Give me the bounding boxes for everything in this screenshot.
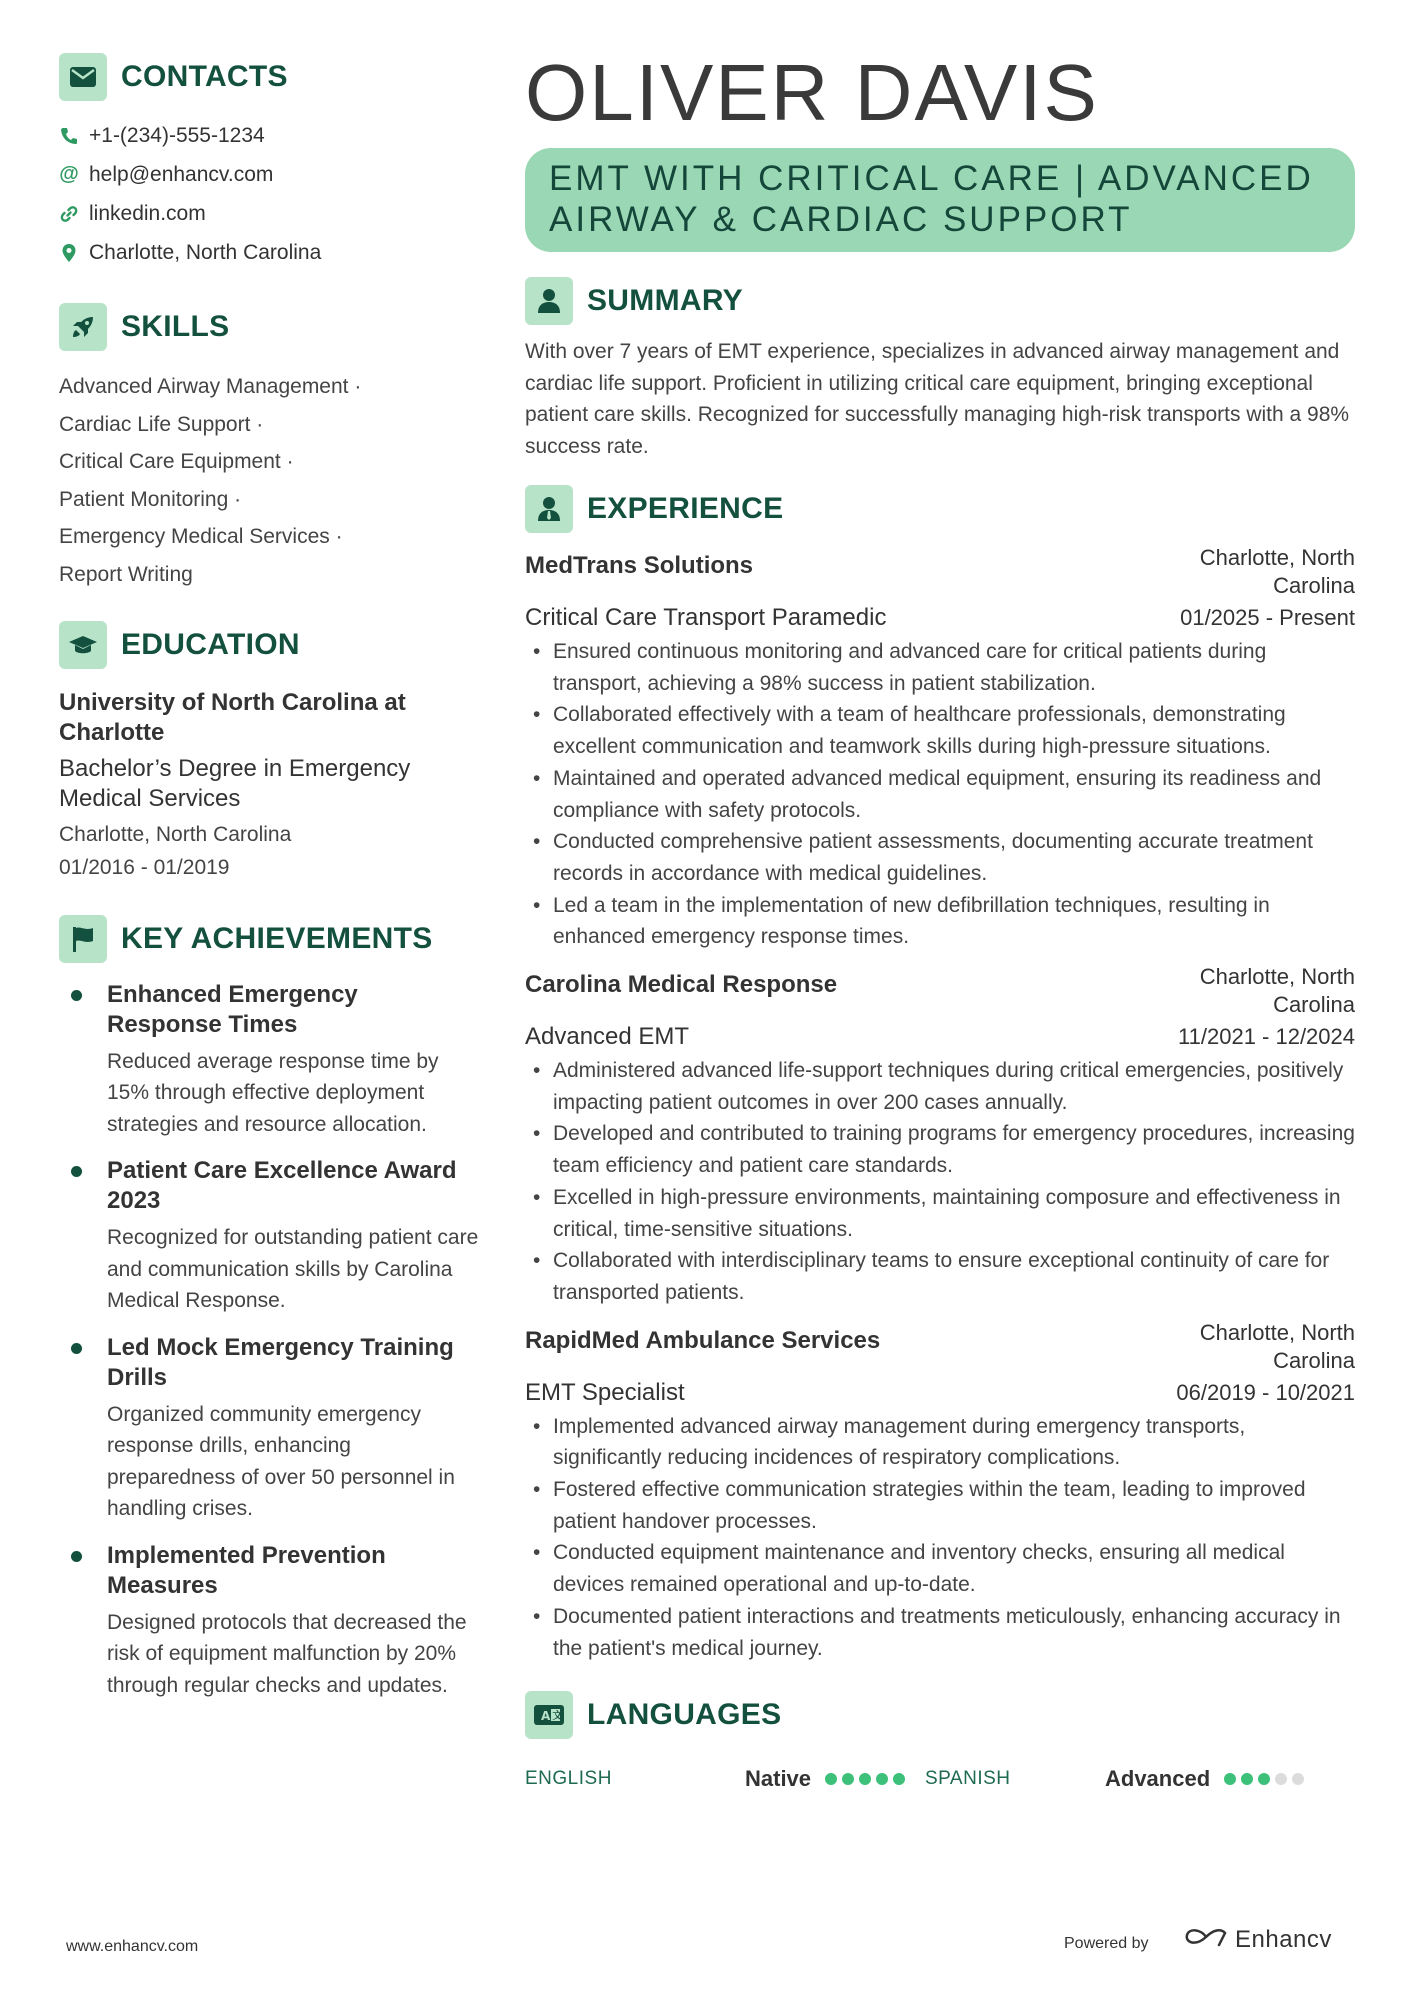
achievement-desc: Designed protocols that decreased the risk of equipment malfunction by 20% through regular checks and updates. (107, 1610, 467, 1697)
job-bullet: • Conducted equipment maintenance and inventory checks, ensuring all medical devices remained operational and up-to-date. (525, 1537, 1355, 1600)
rating-dot-filled (842, 1773, 854, 1785)
envelope-icon (59, 53, 107, 101)
experience-header (525, 484, 1355, 534)
contacts-list (59, 116, 479, 272)
language-item (525, 1766, 925, 1792)
achievement-desc: Reduced average response time by 15% through effective deployment strategies and resource allocation. (107, 1049, 439, 1136)
job-location: Charlotte, North Carolina (1199, 545, 1355, 598)
graduation-cap-icon (59, 621, 107, 669)
job-bullet: • Developed and contributed to training programs for emergency procedures, increasing team efficiency and patient care standards. (525, 1118, 1355, 1181)
rating-dot-empty (1292, 1773, 1304, 1785)
rating-dot-empty (1275, 1773, 1287, 1785)
education-school: University of North Carolina at Charlotte (59, 688, 406, 746)
rocket-icon (59, 303, 107, 351)
achievement-item (59, 1541, 479, 1702)
contact-location-text: Charlotte, North Carolina (89, 240, 322, 264)
contacts-header (59, 52, 479, 102)
achievement-title: Led Mock Emergency Training Drills (107, 1333, 454, 1391)
skills-list (59, 368, 479, 594)
left-column (59, 52, 479, 1701)
rating-dot-filled (1224, 1773, 1236, 1785)
skills-title: SKILLS (121, 310, 230, 343)
bullet-dot-icon (71, 1551, 82, 1562)
contact-location (59, 233, 479, 272)
footer-brand: Enhancv (1235, 1925, 1332, 1953)
achievement-item (59, 980, 479, 1141)
job-role: EMT Specialist (525, 1378, 685, 1406)
job-location: Charlotte, North Carolina (1199, 964, 1355, 1018)
education-entry (59, 688, 479, 884)
job-dates: 06/2019 - 10/2021 (1176, 1379, 1355, 1405)
job-bullet: • Conducted comprehensive patient assessments, documenting accurate treatment records in accordance with medical guidelines. (525, 826, 1355, 889)
education-location: Charlotte, North Carolina (59, 822, 292, 846)
language-name: SPANISH (925, 1768, 1011, 1790)
skill-item: Emergency Medical Services · (59, 525, 343, 549)
job-bullet: • Ensured continuous monitoring and advanced care for critical patients during transport, achieving a 98% success in patient stabilization. (525, 636, 1355, 699)
achievement-item (59, 1156, 479, 1317)
right-column (525, 48, 1355, 1794)
language-level: Advanced (1105, 1766, 1211, 1792)
summary-text: With over 7 years of EMT experience, specializes in advanced airway management and cardiac life support. Proficient in utilizing critical care equipment, bringing exceptional patient care skills. Recognized for successfully managing high-risk transports with a 98% success rate. (525, 340, 1350, 458)
skill-item: Cardiac Life Support · (59, 412, 264, 436)
rating-dot-filled (1258, 1773, 1270, 1785)
skill-item: Report Writing (59, 562, 193, 586)
job-entry (525, 544, 1355, 953)
contact-email[interactable] (59, 155, 479, 194)
location-icon (59, 243, 79, 263)
job-entry (525, 1319, 1355, 1665)
education-degree: Bachelor’s Degree in Emergency Medical Services (59, 754, 411, 812)
achievements-title: KEY ACHIEVEMENTS (121, 921, 433, 955)
contact-email-text: help@enhancv.com (89, 162, 274, 186)
achievement-title: Enhanced Emergency Response Times (107, 980, 358, 1038)
job-dates: 11/2021 - 12/2024 (1178, 1024, 1355, 1050)
bullet-dot-icon (71, 1343, 82, 1354)
skills-header (59, 302, 479, 352)
education-title: EDUCATION (121, 627, 300, 661)
summary-header (525, 276, 1355, 326)
job-entry (525, 963, 1355, 1309)
job-bullet: • Fostered effective communication strategies within the team, leading to improved patient handover processes. (525, 1474, 1355, 1537)
job-role: Advanced EMT (525, 1023, 690, 1051)
contact-phone[interactable] (59, 116, 479, 155)
skill-item: Critical Care Equipment · (59, 450, 294, 474)
language-name: ENGLISH (525, 1768, 612, 1790)
language-level: Native (745, 1766, 812, 1792)
job-role: Critical Care Transport Paramedic (525, 604, 887, 631)
job-bullet: • Led a team in the implementation of new defibrillation techniques, resulting in enhanced emergency response times. (525, 890, 1355, 953)
achievement-desc: Organized community emergency response drills, enhancing preparedness of over 50 personnel in handling crises. (107, 1402, 455, 1521)
job-location: Charlotte, North Carolina (1199, 1319, 1355, 1373)
language-rating (825, 1773, 910, 1785)
infinity-logo-icon (1183, 1925, 1229, 1954)
job-bullet: • Excelled in high-pressure environments, maintaining composure and effectiveness in critical, time-sensitive situations. (525, 1182, 1355, 1245)
languages-header (525, 1690, 1355, 1740)
rating-dot-filled (876, 1773, 888, 1785)
user-tie-icon (525, 485, 573, 533)
contact-phone-text: +1-(234)-555-1234 (89, 123, 265, 147)
language-item (925, 1766, 1355, 1792)
bullet-dot-icon (71, 990, 82, 1001)
job-company: RapidMed Ambulance Services (525, 1326, 881, 1354)
experience-title: EXPERIENCE (587, 492, 784, 525)
flag-icon (59, 915, 107, 963)
rating-dot-filled (859, 1773, 871, 1785)
job-company: Carolina Medical Response (525, 971, 838, 999)
job-company: MedTrans Solutions (525, 552, 754, 579)
job-bullets (525, 1411, 1355, 1665)
job-bullets (525, 1055, 1355, 1309)
job-bullet: • Implemented advanced airway management during emergency transports, significantly reducing incidences of respiratory complications. (525, 1411, 1355, 1474)
phone-icon (59, 127, 79, 145)
enhancv-logo[interactable] (1183, 1925, 1332, 1954)
footer-url[interactable]: www.enhancv.com (66, 1938, 199, 1955)
user-icon (525, 277, 573, 325)
job-bullet: • Collaborated effectively with a team of healthcare professionals, demonstrating excellent communication and teamwork skills during high-pressure situations. (525, 699, 1355, 762)
rating-dot-filled (1241, 1773, 1253, 1785)
job-dates: 01/2025 - Present (1180, 605, 1355, 630)
link-icon (59, 205, 79, 223)
job-bullet: • Collaborated with interdisciplinary teams to ensure exceptional continuity of care for transported patients. (525, 1245, 1355, 1308)
at-icon: @ (59, 163, 79, 185)
language-rating (1224, 1773, 1309, 1785)
education-dates: 01/2016 - 01/2019 (59, 855, 230, 879)
svg-text:文: 文 (552, 1711, 563, 1723)
job-bullet: • Maintained and operated advanced medical equipment, ensuring its readiness and compliance with safety protocols. (525, 763, 1355, 826)
summary-title: SUMMARY (587, 284, 743, 317)
contacts-title: CONTACTS (121, 60, 288, 93)
skill-item: Patient Monitoring · (59, 487, 242, 511)
education-header (59, 620, 479, 670)
languages-row (525, 1764, 1355, 1794)
headline-banner: EMT WITH CRITICAL CARE | ADVANCED AIRWAY & CARDIAC SUPPORT (525, 148, 1355, 252)
achievements-list (59, 980, 479, 1702)
rating-dot-filled (893, 1773, 905, 1785)
skill-item: Advanced Airway Management · (59, 375, 362, 398)
bullet-dot-icon (71, 1166, 82, 1177)
job-bullet: • Administered advanced life-support techniques during critical emergencies, positively impacting patient outcomes in over 200 cases annually. (525, 1055, 1355, 1118)
languages-title: LANGUAGES (587, 1698, 782, 1732)
language-icon (525, 1691, 573, 1739)
candidate-name: OLIVER DAVIS (525, 48, 1099, 137)
svg-text:A: A (541, 1709, 551, 1724)
achievement-item (59, 1333, 479, 1525)
achievement-desc: Recognized for outstanding patient care and communication skills by Carolina Medical Response. (107, 1226, 479, 1313)
achievements-header (59, 914, 479, 964)
contact-linkedin-text: linkedin.com (89, 201, 206, 225)
achievement-title: Patient Care Excellence Award 2023 (107, 1157, 457, 1215)
job-bullet: • Documented patient interactions and treatments meticulously, enhancing accuracy in the patient's medical journey. (525, 1601, 1355, 1664)
achievement-title: Implemented Prevention Measures (107, 1541, 386, 1599)
rating-dot-filled (825, 1773, 837, 1785)
job-bullets (525, 636, 1355, 953)
contact-linkedin[interactable] (59, 194, 479, 233)
footer-powered-by: Powered by (1064, 1935, 1149, 1952)
